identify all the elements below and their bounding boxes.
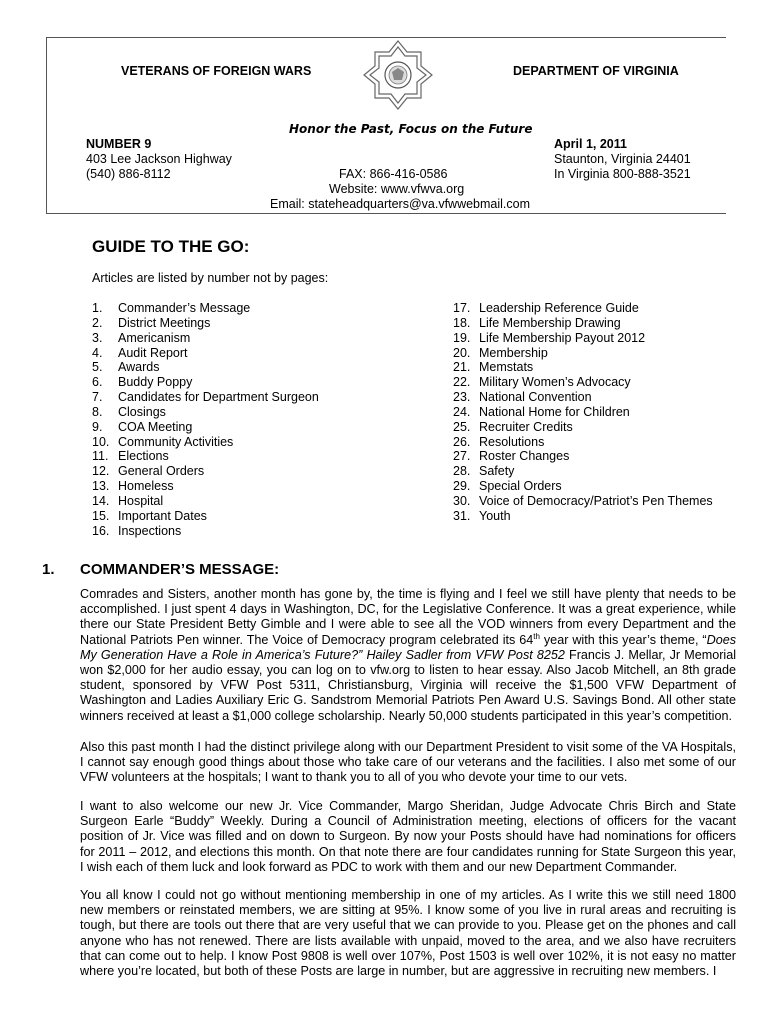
toc-item: 4. Audit Report [92, 345, 188, 360]
motto: Honor the Past, Focus on the Future [289, 122, 533, 136]
toc-item: 15. Important Dates [92, 508, 207, 523]
toc-item: 27. Roster Changes [453, 449, 570, 464]
address: 403 Lee Jackson Highway [86, 152, 232, 166]
paragraph-4: You all know I could not go without mentioning membership in one of my articles. As I write this we still need 1800 new members or reinstated members, we are sitting at 95%. I know some of you live in rural areas and recruiting is tough, but there are tools out there that are very useful that we can provide to you. Please get on the phones and call anyone who has not renewed. There are lists available with unpaid, moved to the area, and we also have recruiters that can come out to help. I know Post 9808 is well over 107%, Post 1503 is well over 102%, it is not easy no matter where you’re located, but both of these Posts are large in number, but are aggressive in recruiting new members. I [80, 888, 736, 979]
city-state: Staunton, Virginia 24401 [554, 152, 691, 166]
email: Email: stateheadquarters@va.vfwwebmail.com [270, 197, 531, 211]
toc-item: 25. Recruiter Credits [453, 419, 573, 434]
toc-item: 3. Americanism [92, 330, 191, 345]
paragraph-3: I want to also welcome our new Jr. Vice Commander, Margo Sheridan, Judge Advocate Chris Birch and State Surgeon Earle “Buddy” Weekly. During a Council of Administration meeting, elections of officers for the vacant position of Jr. Vice was filled and on down to Surgeon. By now your Posts should have had nominations for officers for 2011 – 2012, and elections this month. On that note there are four candidates running for State Surgeon this year, I wish each of them luck and look forward as PDC to work with them and our new Department Commander. [80, 799, 736, 874]
toc-right-list [453, 301, 713, 524]
toc-item: 28. Safety [453, 464, 515, 479]
toc-item: 8. Closings [92, 404, 166, 419]
in-virginia-phone: In Virginia 800-888-3521 [554, 167, 691, 181]
toc-item: 30. Voice of Democracy/Patriot’s Pen Themes [453, 493, 713, 508]
org-name-right: DEPARTMENT OF VIRGINIA [513, 64, 679, 78]
toc-item: 11. Elections [92, 449, 169, 464]
toc-item: 6. Buddy Poppy [92, 375, 193, 390]
paragraph-1: Comrades and Sisters, another month has gone by, the time is flying and I feel we still have plenty that needs to be accomplished. I just spent 4 days in Washington, DC, for the Legislative Conference. It was a great experience, while there our State President Betty Gimble and I were able to see all the VOD winners from every Department and the National Patriots Pen winner. The Voice of Democracy program celebrated its 64th year with this year’s theme, “Does My Generation Have a Role in America’s Future?” Hailey Sadler from VFW Post 8252 Francis J. Mellar, Jr Memorial won $2,000 for her audio essay, you can log on to vfw.org to listen to hear essay. Also Jacob Mitchell, an 8th grade student, sponsored by VFW Post 5311, Christiansburg, Virginia will receive the $1,500 VFW Department of Washington and Ladies Auxiliary Eric G. Sandstrom Memorial Patriots Pen Award U.S. Savings Bond. All other state winners received at least a $1,000 college scholarship. Nearly 50,000 students participated in this year’s competition. [80, 587, 736, 723]
toc-item: 21. Memstats [453, 360, 534, 375]
toc-item: 29. Special Orders [453, 479, 562, 494]
website: Website: www.vfwva.org [329, 182, 465, 196]
toc-item: 7. Candidates for Department Surgeon [92, 390, 319, 405]
paragraph-2: Also this past month I had the distinct privilege along with our Department President to visit some of the VA Hospitals, I cannot say enough good things about those who take care of our veterans and the facilities. I also met some of our VFW volunteers at the hospitals; I want to thank you to all of you who devote your time to our vets. [80, 740, 736, 785]
toc-item: 17. Leadership Reference Guide [453, 301, 639, 315]
toc-item: 14. Hospital [92, 493, 164, 508]
vfw-cross-emblem-icon [361, 38, 435, 112]
toc-item: 16. Inspections [92, 523, 182, 538]
toc-item: 19. Life Membership Payout 2012 [453, 330, 646, 345]
guide-title: GUIDE TO THE GO: [92, 237, 250, 256]
toc-item: 5. Awards [92, 360, 160, 375]
toc-item: 2. District Meetings [92, 315, 211, 330]
toc-item: 26. Resolutions [453, 434, 545, 449]
toc-left-list [92, 301, 319, 539]
issue-number: NUMBER 9 [86, 137, 152, 151]
toc-item: 20. Membership [453, 345, 548, 360]
toc-item: 1. Commander’s Message [92, 301, 251, 315]
toc-item: 18. Life Membership Drawing [453, 315, 621, 330]
section-number: 1. [42, 561, 55, 578]
phone: (540) 886-8112 [86, 167, 171, 181]
toc-item: 10. Community Activities [92, 434, 234, 449]
toc-item: 31. Youth [453, 508, 511, 523]
toc-item: 22. Military Women’s Advocacy [453, 375, 631, 390]
toc-item: 12. General Orders [92, 464, 205, 479]
fax: FAX: 866-416-0586 [339, 167, 448, 181]
toc-item: 9. COA Meeting [92, 419, 193, 434]
toc-item: 24. National Home for Children [453, 404, 630, 419]
guide-subtitle: Articles are listed by number not by pages: [92, 271, 329, 285]
toc-item: 23. National Convention [453, 390, 592, 405]
issue-date: April 1, 2011 [554, 137, 627, 151]
section-title: COMMANDER’S MESSAGE: [80, 561, 280, 578]
toc-item: 13. Homeless [92, 479, 174, 494]
org-name-left: VETERANS OF FOREIGN WARS [121, 64, 312, 78]
